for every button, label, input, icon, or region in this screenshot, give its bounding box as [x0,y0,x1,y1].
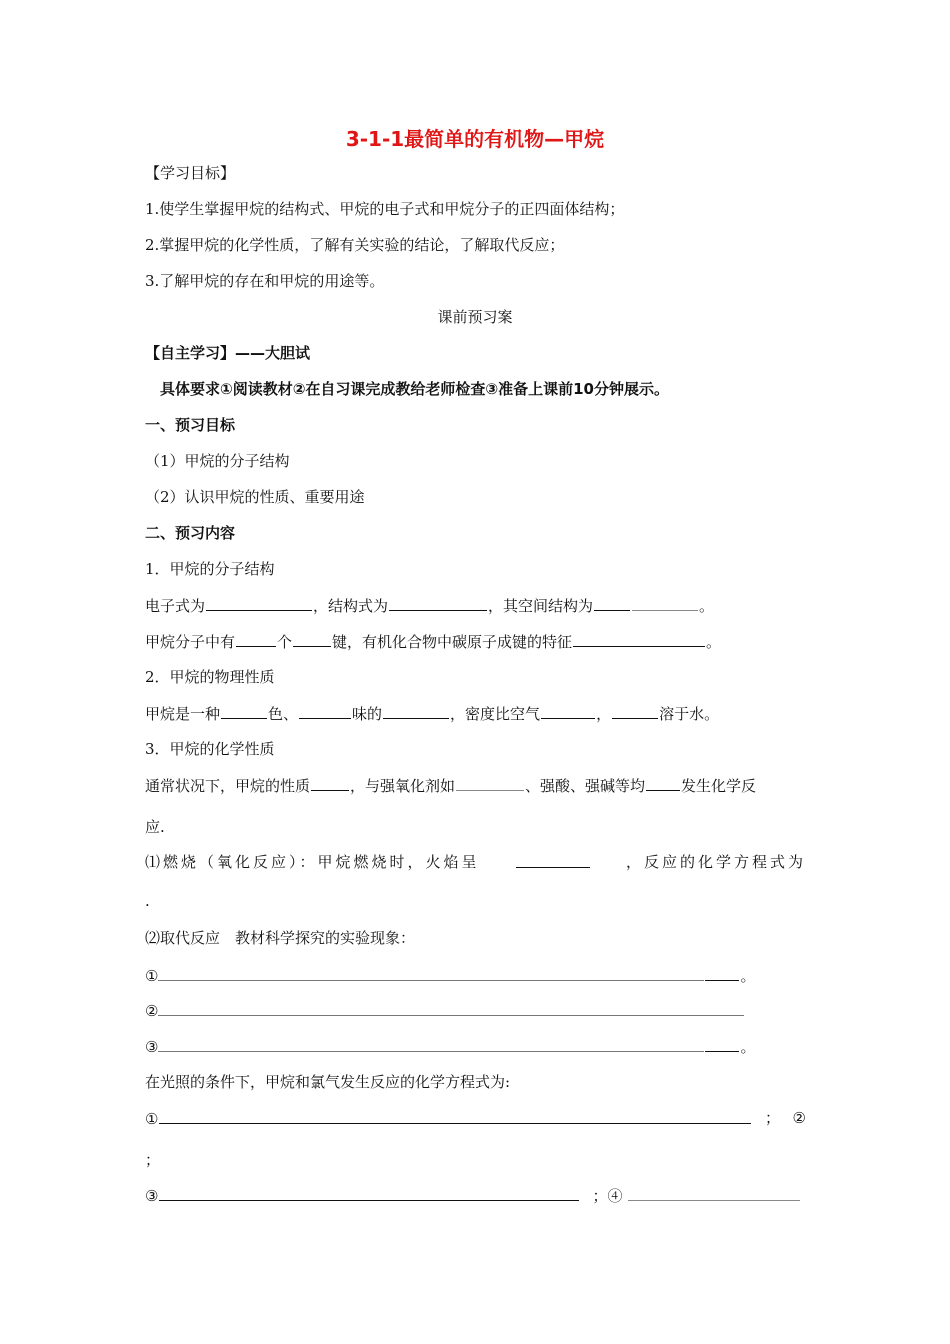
self-study-header: 【自主学习】——大胆试 [145,344,311,362]
section1-heading: 1．甲烷的分子结构 [145,560,275,578]
section2-heading: 2．甲烷的物理性质 [145,668,275,686]
bond-type-blank[interactable] [293,631,331,647]
part1-item-1: （1）甲烷的分子结构 [145,452,290,470]
equation-3-blank[interactable] [159,1185,579,1201]
observation-3-blank[interactable] [158,1036,704,1052]
combustion-line-end: . [145,892,150,910]
spatial-structure-blank-b[interactable] [632,595,698,611]
equation-2-semicolon: ； [145,1151,161,1169]
structural-formula-blank[interactable] [389,595,487,611]
objective-item-1: 1.使学生掌握甲烷的结构式、甲烷的电子式和甲烷分子的正四面体结构； [145,200,625,218]
observation-1-blank[interactable] [158,965,704,981]
objectives-header: 【学习目标】 [145,164,236,182]
observation-2-blank[interactable] [158,1000,744,1016]
spatial-structure-blank-a[interactable] [594,595,630,611]
section3-heading: 3．甲烷的化学性质 [145,740,275,758]
equation-4-blank[interactable] [628,1185,800,1201]
odor-blank[interactable] [299,703,351,719]
observation-1: ① 。 [145,967,756,985]
equation-line-3: ③ ；④ [145,1185,801,1206]
section1-line1: 电子式为 ，结构式为 ，其空间结构为 。 [145,597,715,615]
section2-line1: 甲烷是一种 色、 味的 ，密度比空气 ， 溶于水。 [145,705,720,723]
reaction-blank[interactable] [646,775,680,791]
flame-color-blank[interactable] [516,852,590,868]
electron-formula-blank[interactable] [206,595,312,611]
equation-2-mark: ② [792,1109,806,1127]
section1-line2: 甲烷分子中有 个 键，有机化合物中碳原子成键的特征 。 [145,633,722,651]
solubility-blank[interactable] [612,703,658,719]
color-blank[interactable] [221,703,267,719]
part1-item-2: （2）认识甲烷的性质、重要用途 [145,488,365,506]
part2-header: 二、预习内容 [145,524,236,542]
objective-item-3: 3.了解甲烷的存在和甲烷的用途等。 [145,272,385,290]
document-title: 3-1-1最简单的有机物—甲烷 [345,127,605,151]
photo-reaction-line: 在光照的条件下，甲烷和氯气发生反应的化学方程式为: [145,1073,511,1091]
equation-line-1: ① ； ② [145,1109,806,1128]
observation-3: ③ 。 [145,1038,756,1056]
self-study-requirement: 具体要求①阅读教材②在自习课完成教给老师检查③准备上课前10分钟展示。 [160,380,669,398]
part1-header: 一、预习目标 [145,416,236,434]
property-blank[interactable] [311,775,349,791]
state-blank[interactable] [383,703,449,719]
carbon-bond-feature-blank[interactable] [573,631,705,647]
substitution-line: ⑵取代反应 教材科学探究的实验现象： [145,929,416,947]
section3-line1-cont: 应. [145,818,165,836]
combustion-line: ⑴燃烧（氧化反应）：甲烷燃烧时，火焰呈 ，反应的化学方程式为 [145,853,806,871]
equation-1-blank[interactable] [159,1108,751,1124]
oxidant-blank[interactable] [456,775,524,791]
observation-2: ② [145,1000,744,1021]
objective-item-2: 2.掌握甲烷的化学性质，了解有关实验的结论，了解取代反应； [145,236,565,254]
bond-count-blank[interactable] [236,631,276,647]
section3-line1: 通常状况下，甲烷的性质 ，与强氧化剂如 、强酸、强碱等均 发生化学反 [145,777,757,795]
density-blank[interactable] [541,703,595,719]
section-title: 课前预习案 [437,308,513,326]
